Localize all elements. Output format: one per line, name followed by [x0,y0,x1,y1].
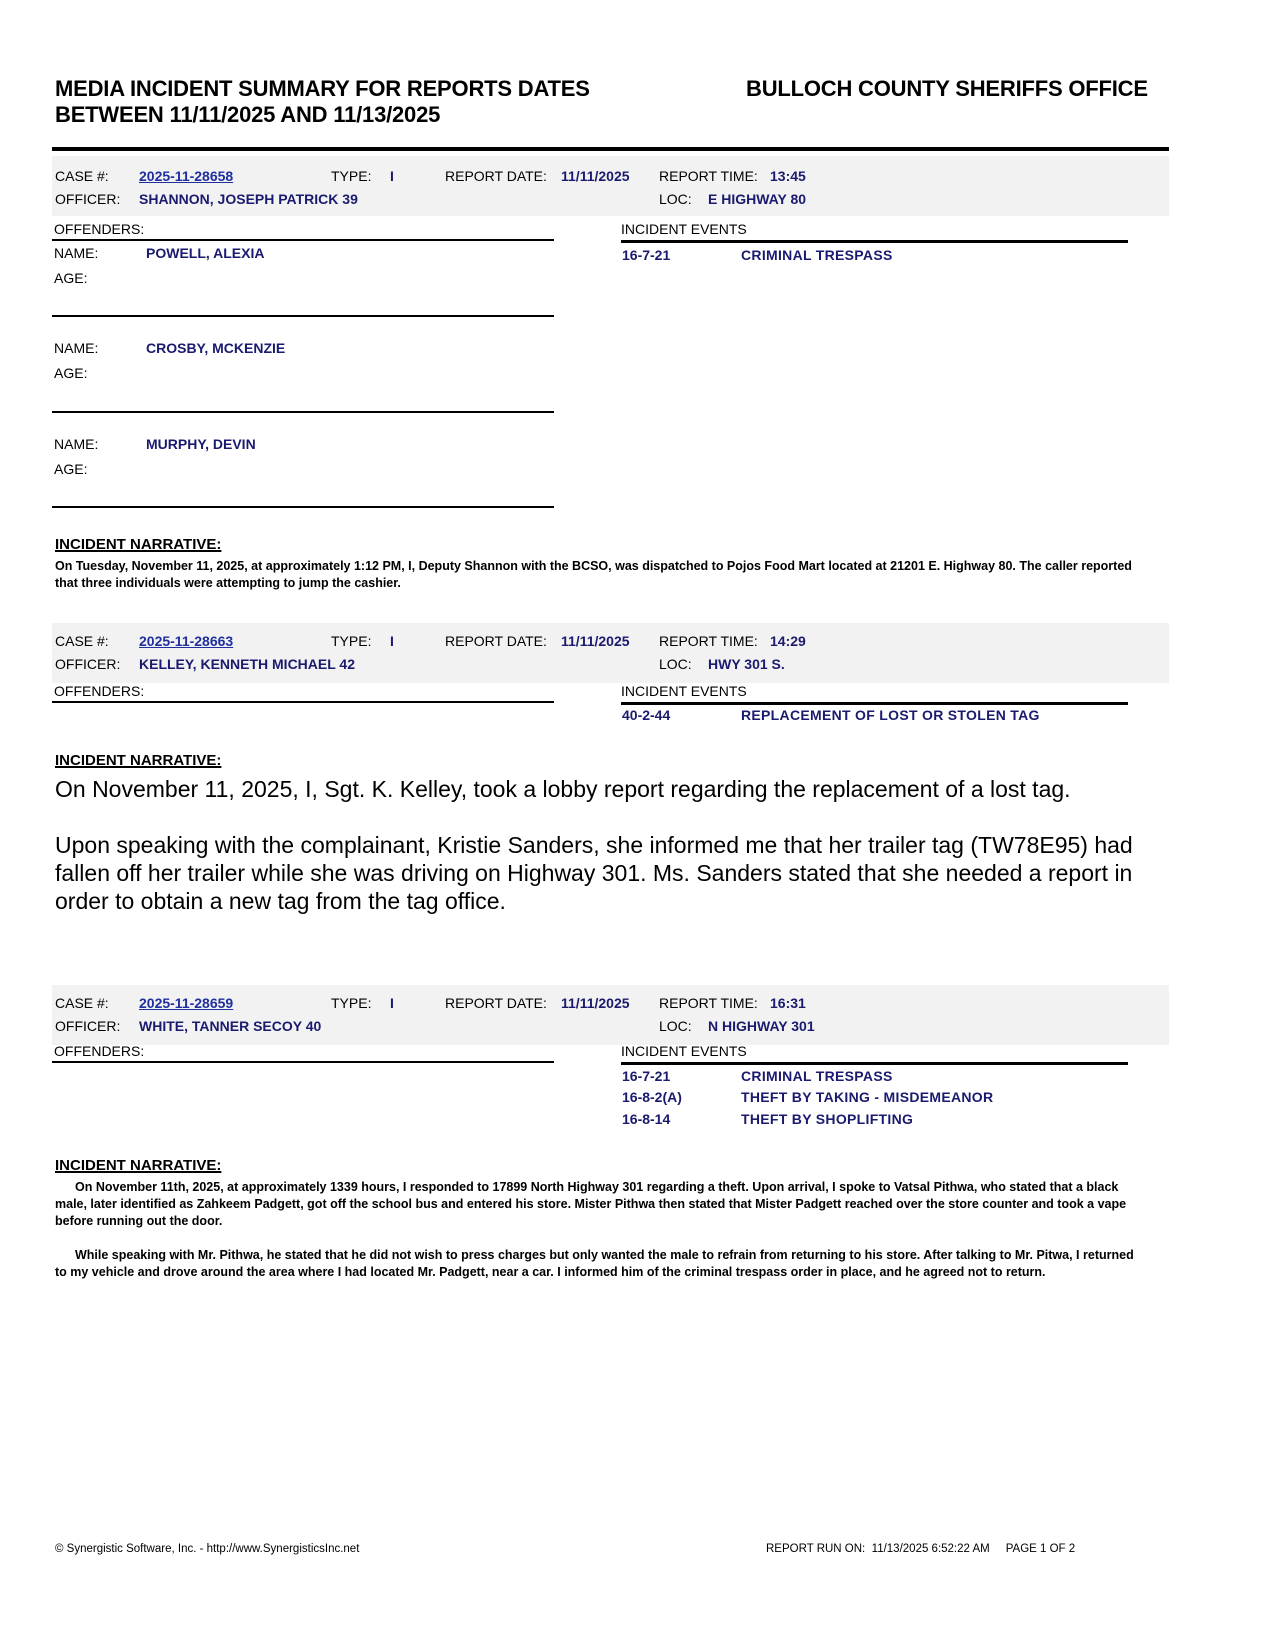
narrative-paragraph: While speaking with Mr. Pithwa, he stated that he did not wish to press charges but only wanted the male to refrain from returning to his store. After talking to Mr. Pitwa, I returned to my vehicle and drove around the area where I had located Mr. Padgett, near a car. I informed him of the criminal trespass order in place, and he agreed not to return. [55,1248,1134,1279]
offender-name: MURPHY, DEVIN [146,436,256,452]
offender-name-label: NAME: [54,436,99,452]
report-time-label: REPORT TIME: [659,995,758,1011]
narrative-paragraph: On Tuesday, November 11, 2025, at approximately 1:12 PM, I, Deputy Shannon with the BCSO, was dispatched to Pojos Food Mart located at 21201 E. Highway 80. The caller reported that three individuals were attempting to jump the cashier. [55,559,1132,590]
incident-events-label: INCIDENT EVENTS [621,1043,747,1059]
offenders-label: OFFENDERS: [54,1043,145,1059]
page-number: PAGE 1 OF 2 [1005,1543,1076,1555]
loc-value: HWY 301 S. [708,656,785,672]
narrative-paragraph: Upon speaking with the complainant, Kristie Sanders, she informed me that her trailer tag (TW78E95) had fallen off her trailer while she was driving on Highway 301. Ms. Sanders stated that she needed a report in order to obtain a new tag from the tag office. [55,832,1133,914]
offender-divider [52,506,554,508]
report-date-value: 11/11/2025 [561,168,630,184]
narrative-paragraph: On November 11, 2025, I, Sgt. K. Kelley, took a lobby report regarding the replacement of a lost tag. [55,776,1071,802]
report-run-label: REPORT RUN ON: [766,1543,866,1555]
incident-narrative [55,558,1140,592]
event-description: CRIMINAL TRESPASS [741,247,893,263]
event-code: 16-7-21 [622,1068,671,1084]
case-label: CASE #: [55,995,109,1011]
report-date-label: REPORT DATE: [445,168,547,184]
report-title-line1: MEDIA INCIDENT SUMMARY FOR REPORTS DATES [55,76,590,101]
offender-name-label: NAME: [54,245,99,261]
loc-value: E HIGHWAY 80 [708,191,807,207]
offenders-label: OFFENDERS: [54,221,145,237]
type-value: I [390,168,394,184]
case-label: CASE #: [55,633,109,649]
report-time-value: 14:29 [770,633,806,649]
type-value: I [390,633,394,649]
report-time-label: REPORT TIME: [659,633,758,649]
narrative-heading: INCIDENT NARRATIVE: [55,536,222,553]
case-label: CASE #: [55,168,109,184]
case-header-band [52,156,1169,216]
event-description: THEFT BY TAKING - MISDEMEANOR [741,1089,994,1105]
narrative-heading: INCIDENT NARRATIVE: [55,1157,222,1174]
offenders-divider [52,701,554,703]
officer-value: KELLEY, KENNETH MICHAEL 42 [139,656,355,672]
event-description: REPLACEMENT OF LOST OR STOLEN TAG [741,707,1040,723]
narrative-paragraph: On November 11th, 2025, at approximately 1339 hours, I responded to 17899 North Highway 301 regarding a theft. Upon arrival, I spoke to Vatsal Pithwa, who stated that a black male, later identified as Zahkeem Padgett, got off the school bus and entered his store. Mister Pithwa then stated that Mister Padgett reached over the store counter and took a vape before running out the door. [55,1180,1127,1228]
narrative-heading: INCIDENT NARRATIVE: [55,752,222,769]
report-run-value: 11/13/2025 6:52:22 AM [871,1543,990,1555]
offender-age-label: AGE: [54,461,88,477]
report-date-value: 11/11/2025 [561,633,630,649]
officer-value: WHITE, TANNER SECOY 40 [139,1018,322,1034]
paragraph-spacer [55,1230,1140,1247]
offender-divider [52,411,554,413]
offender-name: POWELL, ALEXIA [146,245,265,261]
event-code: 16-7-21 [622,247,671,263]
incident-events-divider [621,1062,1128,1065]
event-description: THEFT BY SHOPLIFTING [741,1111,914,1127]
event-description: CRIMINAL TRESPASS [741,1068,893,1084]
officer-label: OFFICER: [55,191,121,207]
type-label: TYPE: [331,995,372,1011]
report-time-value: 16:31 [770,995,806,1011]
offender-age-label: AGE: [54,365,88,381]
header-divider [52,147,1169,151]
loc-value: N HIGHWAY 301 [708,1018,815,1034]
loc-label: LOC: [659,191,692,207]
case-number-link[interactable]: 2025-11-28663 [139,633,234,649]
type-label: TYPE: [331,168,372,184]
offenders-divider [52,1061,554,1063]
loc-label: LOC: [659,1018,692,1034]
event-code: 40-2-44 [622,707,671,723]
footer-report-info [766,1543,1075,1555]
case-header-band [52,985,1169,1045]
report-date-value: 11/11/2025 [561,995,630,1011]
offender-name: CROSBY, MCKENZIE [146,340,286,356]
officer-label: OFFICER: [55,656,121,672]
incident-events-divider [621,702,1128,705]
loc-label: LOC: [659,656,692,672]
event-code: 16-8-14 [622,1111,671,1127]
event-code: 16-8-2(A) [622,1089,682,1105]
type-label: TYPE: [331,633,372,649]
footer-copyright: © Synergistic Software, Inc. - http://www.SynergisticsInc.net [55,1543,360,1555]
type-value: I [390,995,394,1011]
agency-name: BULLOCH COUNTY SHERIFFS OFFICE [746,76,1148,101]
officer-label: OFFICER: [55,1018,121,1034]
offender-name-label: NAME: [54,340,99,356]
offenders-divider [52,239,554,241]
report-title [55,76,590,128]
case-header-band [52,623,1169,683]
offender-age-label: AGE: [54,270,88,286]
report-date-label: REPORT DATE: [445,995,547,1011]
incident-narrative [55,1179,1140,1281]
report-time-value: 13:45 [770,168,806,184]
incident-events-label: INCIDENT EVENTS [621,683,747,699]
incident-narrative [55,775,1145,943]
case-number-link[interactable]: 2025-11-28659 [139,995,234,1011]
incident-events-label: INCIDENT EVENTS [621,221,747,237]
offender-divider [52,315,554,317]
incident-events-divider [621,240,1128,243]
case-number-link[interactable]: 2025-11-28658 [139,168,234,184]
report-date-label: REPORT DATE: [445,633,547,649]
report-title-line2: BETWEEN 11/11/2025 AND 11/13/2025 [55,102,441,127]
officer-value: SHANNON, JOSEPH PATRICK 39 [139,191,358,207]
offenders-label: OFFENDERS: [54,683,145,699]
report-time-label: REPORT TIME: [659,168,758,184]
